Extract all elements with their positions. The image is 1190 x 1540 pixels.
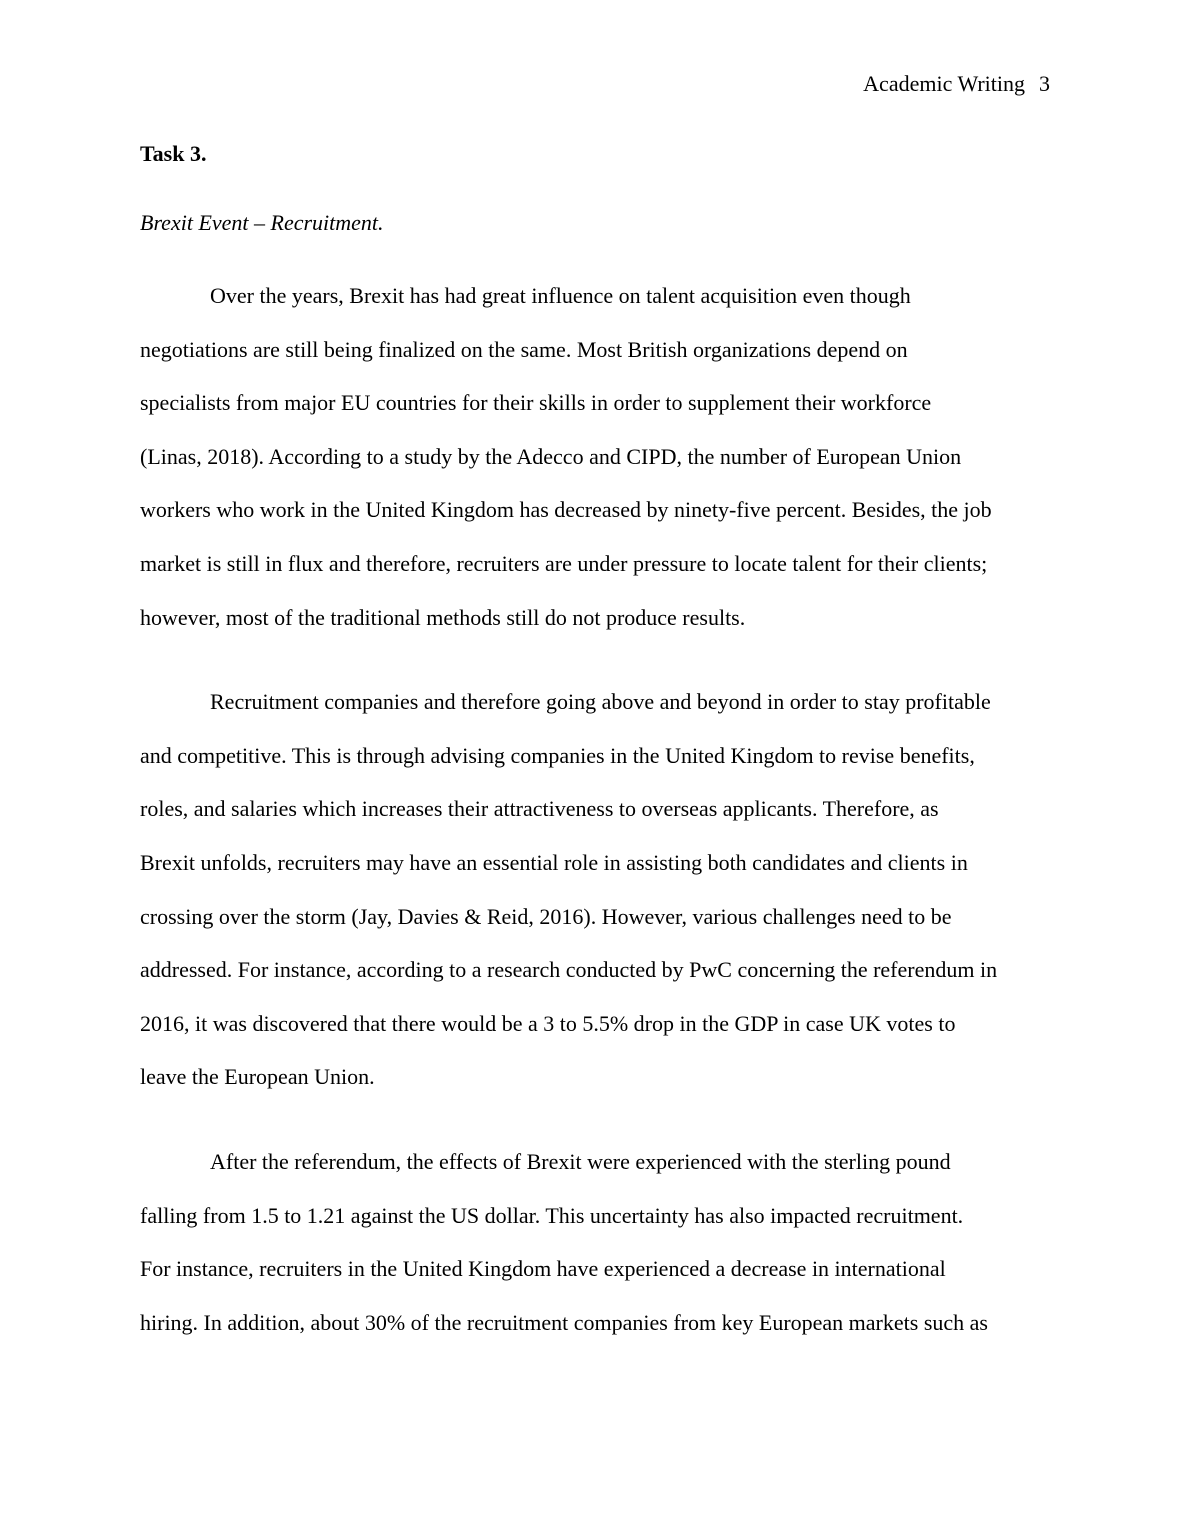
paragraph-line: 2016, it was discovered that there would be a 3 to 5.5% drop in the GDP in case UK votes to <box>140 1010 956 1036</box>
paragraph-line: For instance, recruiters in the United Kingdom have experienced a decrease in international <box>140 1256 946 1282</box>
paragraph-line: negotiations are still being finalized on the same. Most British organizations depend on <box>140 336 908 362</box>
paragraph-line: however, most of the traditional methods still do not produce results. <box>140 604 746 630</box>
paragraph-3 <box>140 1135 1052 1349</box>
paragraph-2 <box>140 675 1052 1104</box>
page-number: 3 <box>1039 71 1050 96</box>
paragraph-line: Over the years, Brexit has had great influence on talent acquisition even though <box>210 283 911 308</box>
paragraph-line: falling from 1.5 to 1.21 against the US dollar. This uncertainty has also impacted recruitment. <box>140 1202 964 1228</box>
paragraph-line: leave the European Union. <box>140 1064 375 1090</box>
running-head <box>863 70 1050 98</box>
paragraph-line: Brexit unfolds, recruiters may have an essential role in assisting both candidates and clients in <box>140 849 968 875</box>
section-subheading: Brexit Event – Recruitment. <box>140 210 384 235</box>
task-heading: Task 3. <box>140 141 207 166</box>
paragraph-line: and competitive. This is through advising companies in the United Kingdom to revise benefits, <box>140 742 975 768</box>
paragraph-line: crossing over the storm (Jay, Davies & Reid, 2016). However, various challenges need to be <box>140 903 952 929</box>
paragraph-line: Recruitment companies and therefore going above and beyond in order to stay profitable <box>210 689 991 715</box>
paragraph-line: hiring. In addition, about 30% of the recruitment companies from key European markets such as <box>140 1309 988 1335</box>
paragraph-line: After the referendum, the effects of Brexit were experienced with the sterling pound <box>210 1148 951 1174</box>
paragraph-1 <box>140 269 1052 644</box>
paragraph-line: addressed. For instance, according to a research conducted by PwC concerning the referendum in <box>140 957 998 983</box>
document-body <box>140 139 1052 1349</box>
paragraph-line: market is still in flux and therefore, recruiters are under pressure to locate talent for their clients; <box>140 550 988 576</box>
paragraph-line: workers who work in the United Kingdom has decreased by ninety-five percent. Besides, the job <box>140 497 992 523</box>
paragraph-line: roles, and salaries which increases their attractiveness to overseas applicants. Therefore, as <box>140 796 939 822</box>
running-head-title: Academic Writing <box>863 71 1025 96</box>
paragraph-line: specialists from major EU countries for their skills in order to supplement their workforce <box>140 390 932 416</box>
paragraph-line: (Linas, 2018). According to a study by the Adecco and CIPD, the number of European Union <box>140 443 962 469</box>
